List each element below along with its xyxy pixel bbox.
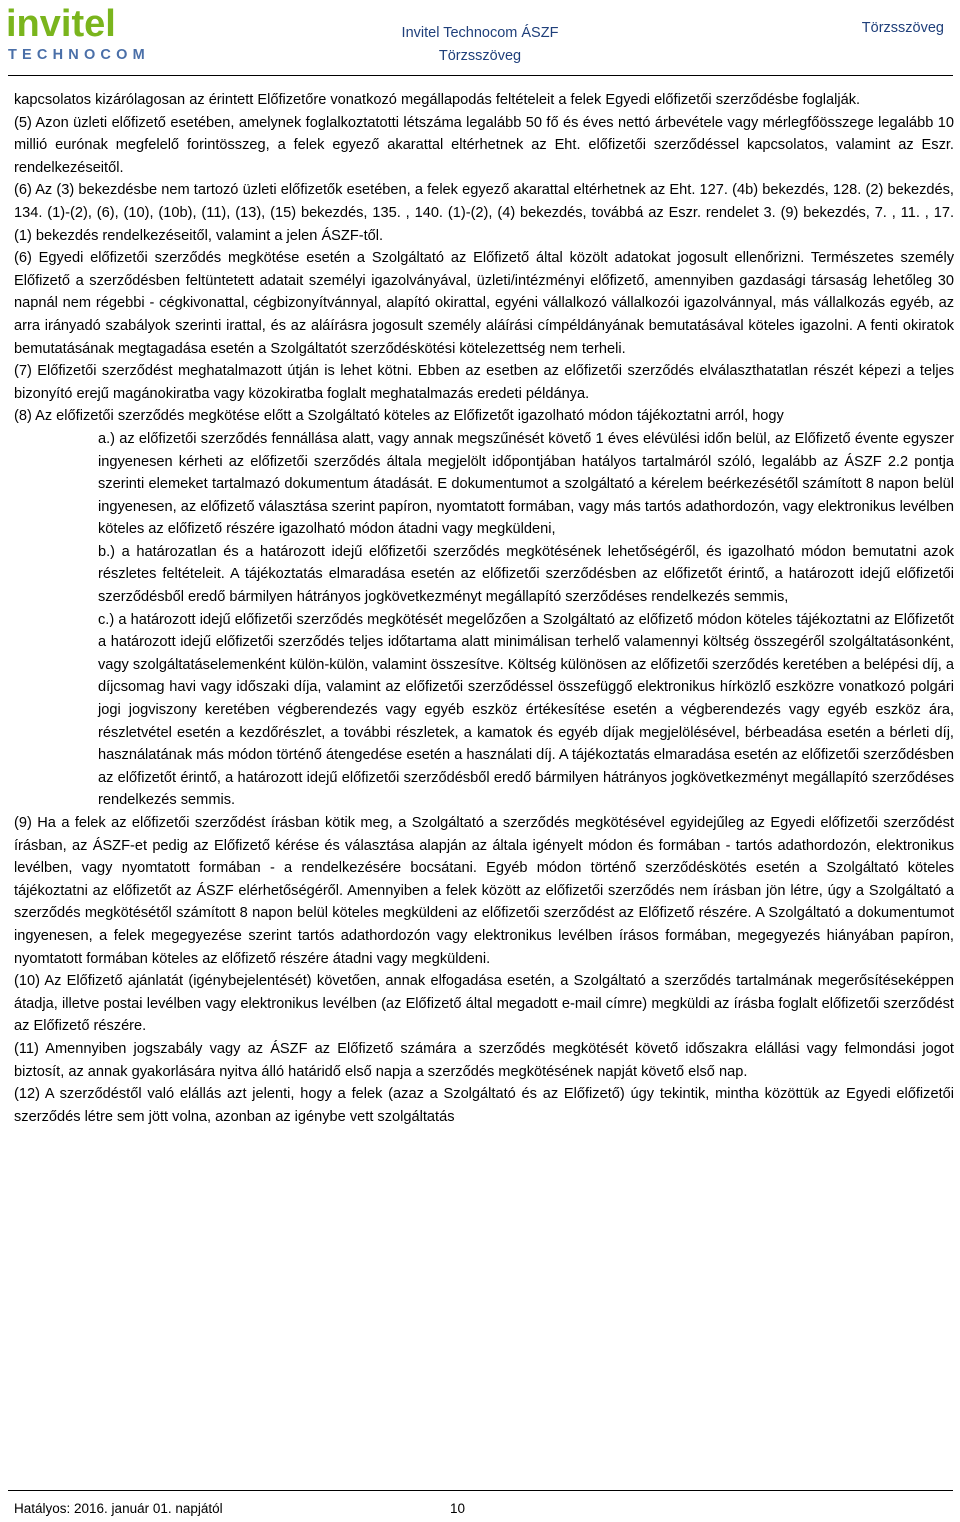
document-subtitle: Törzsszöveg	[438, 48, 522, 64]
header-divider	[8, 75, 953, 76]
paragraph: (10) Az Előfizető ajánlatát (igénybejelentését) követően, annak elfogadása esetén, a Szolgáltató a szerződés tartalmának megerősítéseképpen átadja, illetve postai levélben vagy elektronikus levélben (az Előfizető által megadott e-mail címre) megküldi az írásba foglalt előfizetői szerződést az Előfizető részére.	[14, 973, 954, 1035]
footer-divider	[8, 1490, 953, 1491]
paragraph: (6) Egyedi előfizetői szerződés megkötése esetén a Szolgáltató az Előfizető által közölt adatokat jogosult ellenőrizni. Természetes személy Előfizető a szerződésben feltüntetett adatait személyi igazolványával, üzleti/intézményi előfizető, amennyiben gazdasági társaság lehetőleg 30 napnál nem régebbi - cégkivonattal, cégbizonyítvánnyal, alapító okirattal, egyéni vállalkozó vállalkozói igazolvánnyal, más vállalkozás egyéb, az arra irányadó szabályok szerinti irattal, és az aláírásra jogosult személy aláírási címpéldányának bemutatásával köteles igazolni. A fenti okiratok bemutatásának megtagadása esetén a Szolgáltatót szerződéskötési kötelezettség nem terheli.	[14, 250, 954, 357]
document-title: Invitel Technocom ÁSZF	[401, 25, 559, 41]
header-right-label: Törzsszöveg	[861, 20, 944, 36]
paragraph: b.) a határozatlan és a határozott idejű előfizetői szerződés megkötésének lehetőségéről, és igazolható módon bemutatni azok részletes feltételeit. A tájékoztatás elmaradása esetén az előfizetői szerződésben az előfizetőt érintő, a határozott idejű előfizetői szerződésből eredő bármilyen hátrányos jogkövetkezményt megállapító szerződéses rendelkezés semmis,	[98, 543, 954, 606]
header-title-block	[330, 22, 630, 68]
paragraph: c.) a határozott idejű előfizetői szerződés megkötését megelőzően a Szolgáltató az előfizető módon köteles tájékoztatni az Előfizetőt a határozott idejű előfizetői szerződés teljes időtartama alatt minimálisan terhelő valamennyi költség összegéről szolgáltatásonként, vagy szolgáltatáselemenként külön-külön, valamint összesítve. Költség különösen az előfizetői szerződés keretében a belépési díj, a díjcsomag havi vagy időszaki díja, valamint az előfizetői szerződéssel összefüggő elektronikus hírközlő eszközre vonatkozó polgári jogi jogviszony keretében végberendezés vagy egyéb eszköz értékesítése esetén a végberendezés vagy egyéb eszköz ára, részletvétel esetén a kezdőrészlet, a további részletek, a kamatok és egyéb díjak megjelölésével, bérbeadása esetén a bérleti díj, használatának más módon történő átengedése esetén a használati díj. A tájékoztatás elmaradása esetén az előfizetői szerződésben az előfizetőt érintő, a határozott idejű előfizetői szerződésből eredő bármilyen hátrányos jogkövetkezményt megállapító szerződéses rendelkezés semmis.	[98, 611, 954, 809]
page-number: 10	[450, 1501, 466, 1516]
paragraph: a.) az előfizetői szerződés fennállása alatt, vagy annak megszűnését követő 1 éves elévülési időn belül, az Előfizető évente egyszer ingyenesen kérheti az előfizetői szerződés általa megjelölt időpontjában hatályos tartalmáról szóló, legalább az ÁSZF 2.2 pontja szerinti elemeket tartalmazó dokumentum átadását. E dokumentumot a szolgáltató a kérelem beérkezésétől számított 8 napon belül ingyenesen, az előfizető választása szerint papíron, nyomtatott formában, vagy más tartós adathordozón, vagy elektronikus levélben köteles az előfizető részére igazolható módon átadni vagy megküldeni,	[98, 430, 954, 538]
paragraph: (8) Az előfizetői szerződés megkötése előtt a Szolgáltató köteles az Előfizetőt igazolható módon tájékoztatni arról, hogy	[14, 408, 784, 425]
invitel-technocom-logo	[6, 2, 150, 66]
paragraph: kapcsolatos kizárólagosan az érintett Előfizetőre vonatkozó megállapodás feltételeit a felek Egyedi előfizetői szerződésbe foglalják.	[14, 92, 861, 108]
effective-date: Hatályos: 2016. január 01. napjától	[14, 1501, 223, 1516]
paragraph: (11) Amennyiben jogszabály vagy az ÁSZF az Előfizető számára a szerződés megkötését követő időszakra elállási vagy felmondási jogot biztosít, az annak gyakorlására nyitva álló határidő első napja a szerződés megkötésének napját követő első nap.	[14, 1040, 954, 1080]
logo-subtext: TECHNOCOM	[8, 47, 150, 63]
paragraph: (5) Azon üzleti előfizető esetében, amelynek foglalkoztatotti létszáma legalább 50 fő és éves nettó árbevétele vagy mérlegfőösszege legalább 10 millió eurónak megfelelő forintösszeg, a felek egyező akarattal eltérhetnek az Eht. előfizetői szerződéssel kapcsolatos, valamint az Eszr. rendelkezéseitől.	[14, 114, 954, 176]
paragraph: (12) A szerződéstől való elállás azt jelenti, hogy a felek (azaz a Szolgáltató és az Előfizető) úgy tekintik, mintha közöttük az Egyedi előfizetői szerződés létre sem jött volna, azonban az igénybe vett szolgáltatás	[14, 1086, 954, 1125]
paragraph: (6) Az (3) bekezdésbe nem tartozó üzleti előfizetők esetében, a felek egyező akarattal eltérhetnek az Eht. 127. (4b) bekezdés, 128. (2) bekezdés, 134. (1)-(2), (6), (10), (10b), (11), (13), (15) bekezdés, 135. , 140. (1)-(2), (4) bekezdés, továbbá az Eszr. rendelet 3. (9) bekezdés, 7. , 11. , 17. (1) bekezdés rendelkezéseitől, valamint a jelen ÁSZF-től.	[14, 182, 954, 244]
paragraph: (9) Ha a felek az előfizetői szerződést írásban kötik meg, a Szolgáltató a szerződés megkötésével egyidejűleg az Egyedi előfizetői szerződést írásban, az ÁSZF-et pedig az Előfizető kérése és választása alapján az általa igényelt módon és formában - tartós adathordozón, elektronikus levélben, vagy nyomtatott formában - a rendelkezésére bocsátani. Egyéb módon történő szerződéskötés esetén a Szolgáltató köteles tájékoztatni az előfizetőt az ÁSZF elérhetőségéről. Amennyiben a felek között az előfizetői szerződés nem írásban jön létre, úgy a Szolgáltató a szerződés megkötésétől számított 8 napon belül köteles megküldeni az előfizetői szerződést az Előfizető részére. A Szolgáltató a dokumentumot ingyenesen, a felek megegyezése szerint tartós adathordozón vagy elektronikus levélben írásos formában, megegyezés hiányában papíron, nyomtatott formában köteles az előfizető részére átadni vagy megküldeni.	[14, 815, 954, 967]
document-body	[14, 89, 954, 1128]
page-header	[0, 0, 960, 75]
logo-wordmark: invitel	[6, 3, 116, 45]
paragraph: (7) Előfizetői szerződést meghatalmazott útján is lehet kötni. Ebben az esetben az előfizetői szerződés elválaszthatatlan részét képezi a teljes bizonyító erejű magánokiratba vagy közokiratba foglalt meghatalmazás eredeti példánya.	[14, 363, 954, 402]
